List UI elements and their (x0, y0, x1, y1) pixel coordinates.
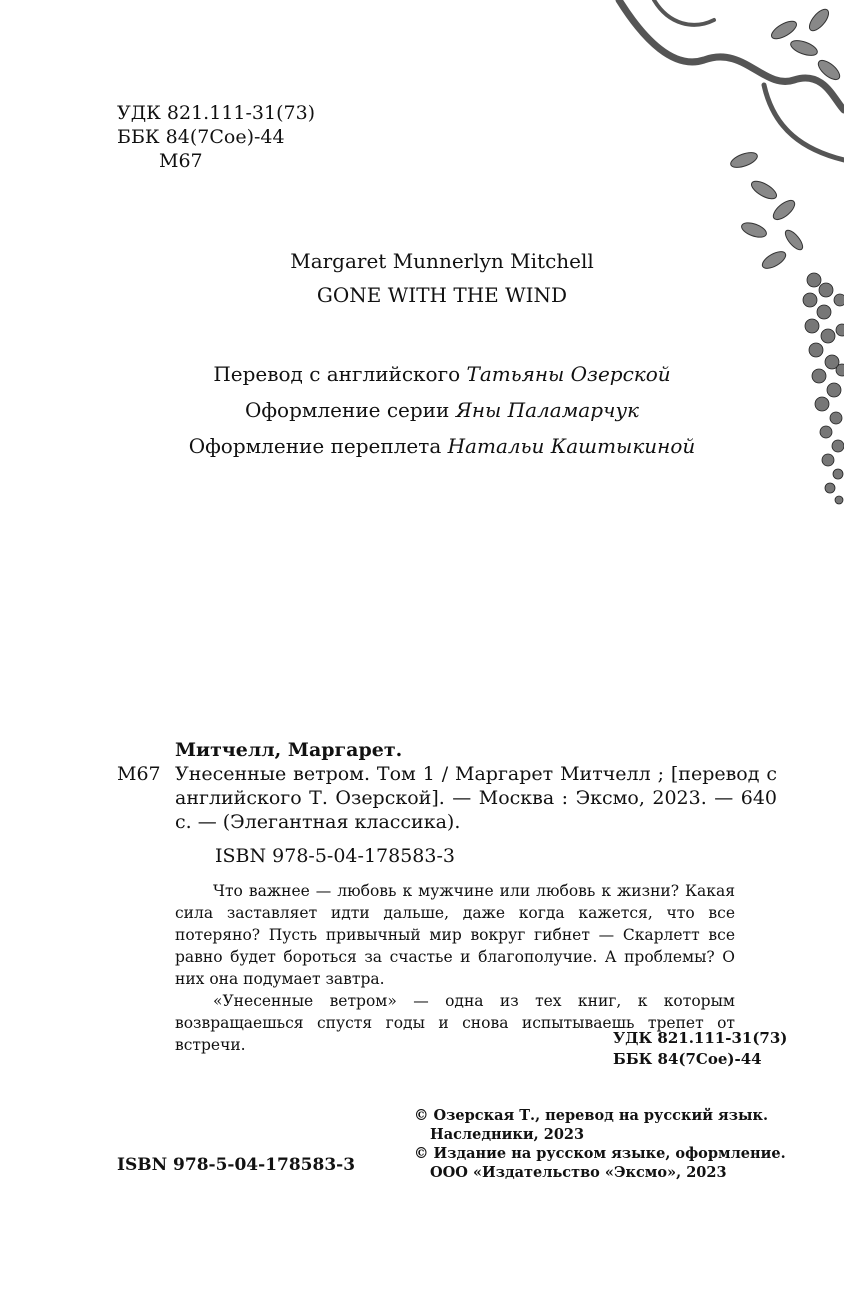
original-title: GONE WITH THE WIND (316, 283, 568, 307)
copyright-edition: © Издание на русском языке, оформление. (414, 1145, 786, 1162)
copyright-block (414, 1106, 786, 1182)
annotation-paragraph: Что важнее — любовь к мужчине или любовь к жизни? Какая сила заставляет идти дальше, даже когда кажется, что все потеряно? Пусть привычный мир вокруг гибнет — Скарлетт все равно будет бороться за счастье и благополучие. А проблемы? О них она подумает завтра. (175, 882, 735, 988)
udk-code: УДК 821.111-31(73) (117, 102, 316, 124)
credit-series-design: Оформление серии Яны Паламарчук (245, 398, 639, 422)
bbk-code-right: ББК 84(7Сое)-44 (613, 1050, 762, 1068)
record-isbn: ISBN 978-5-04-178583-3 (215, 845, 455, 867)
credit-binding-design: Оформление переплета Натальи Каштыкиной (188, 434, 696, 458)
credit-translation: Перевод с английского Татьяны Озерской (213, 362, 671, 386)
classification-block (117, 101, 315, 173)
wisteria-vine-illustration (614, 0, 844, 530)
author-mark: М67 (159, 150, 203, 172)
record-description: Унесенные ветром. Том 1 / Маргарет Митчелл ; [перевод с английского Т. Озерской]. — Москва : Эксмо, 2023. — 640 с. — (Элегантная классика). (175, 763, 777, 833)
copyright-publisher: ООО «Издательство «Эксмо», 2023 (430, 1164, 727, 1181)
isbn-bottom: ISBN 978-5-04-178583-3 (117, 1155, 356, 1175)
bbk-code: ББК 84(7Сое)-44 (117, 126, 285, 148)
copyright-heirs: Наследники, 2023 (430, 1126, 585, 1143)
copyright-translation: © Озерская Т., перевод на русский язык. (414, 1107, 769, 1124)
codes-right-block (613, 1028, 787, 1070)
record-code: М67 (117, 763, 161, 785)
udk-code-right: УДК 821.111-31(73) (613, 1029, 788, 1047)
bibliographic-record (117, 738, 777, 868)
original-author: Margaret Munnerlyn Mitchell (290, 249, 594, 273)
annotation-paragraph: «Унесенные ветром» — одна из тех книг, к которым возвращаешься спустя годы и снова испытываешь трепет от встречи. (175, 992, 735, 1054)
author-heading: Митчелл, Маргарет. (175, 739, 403, 761)
